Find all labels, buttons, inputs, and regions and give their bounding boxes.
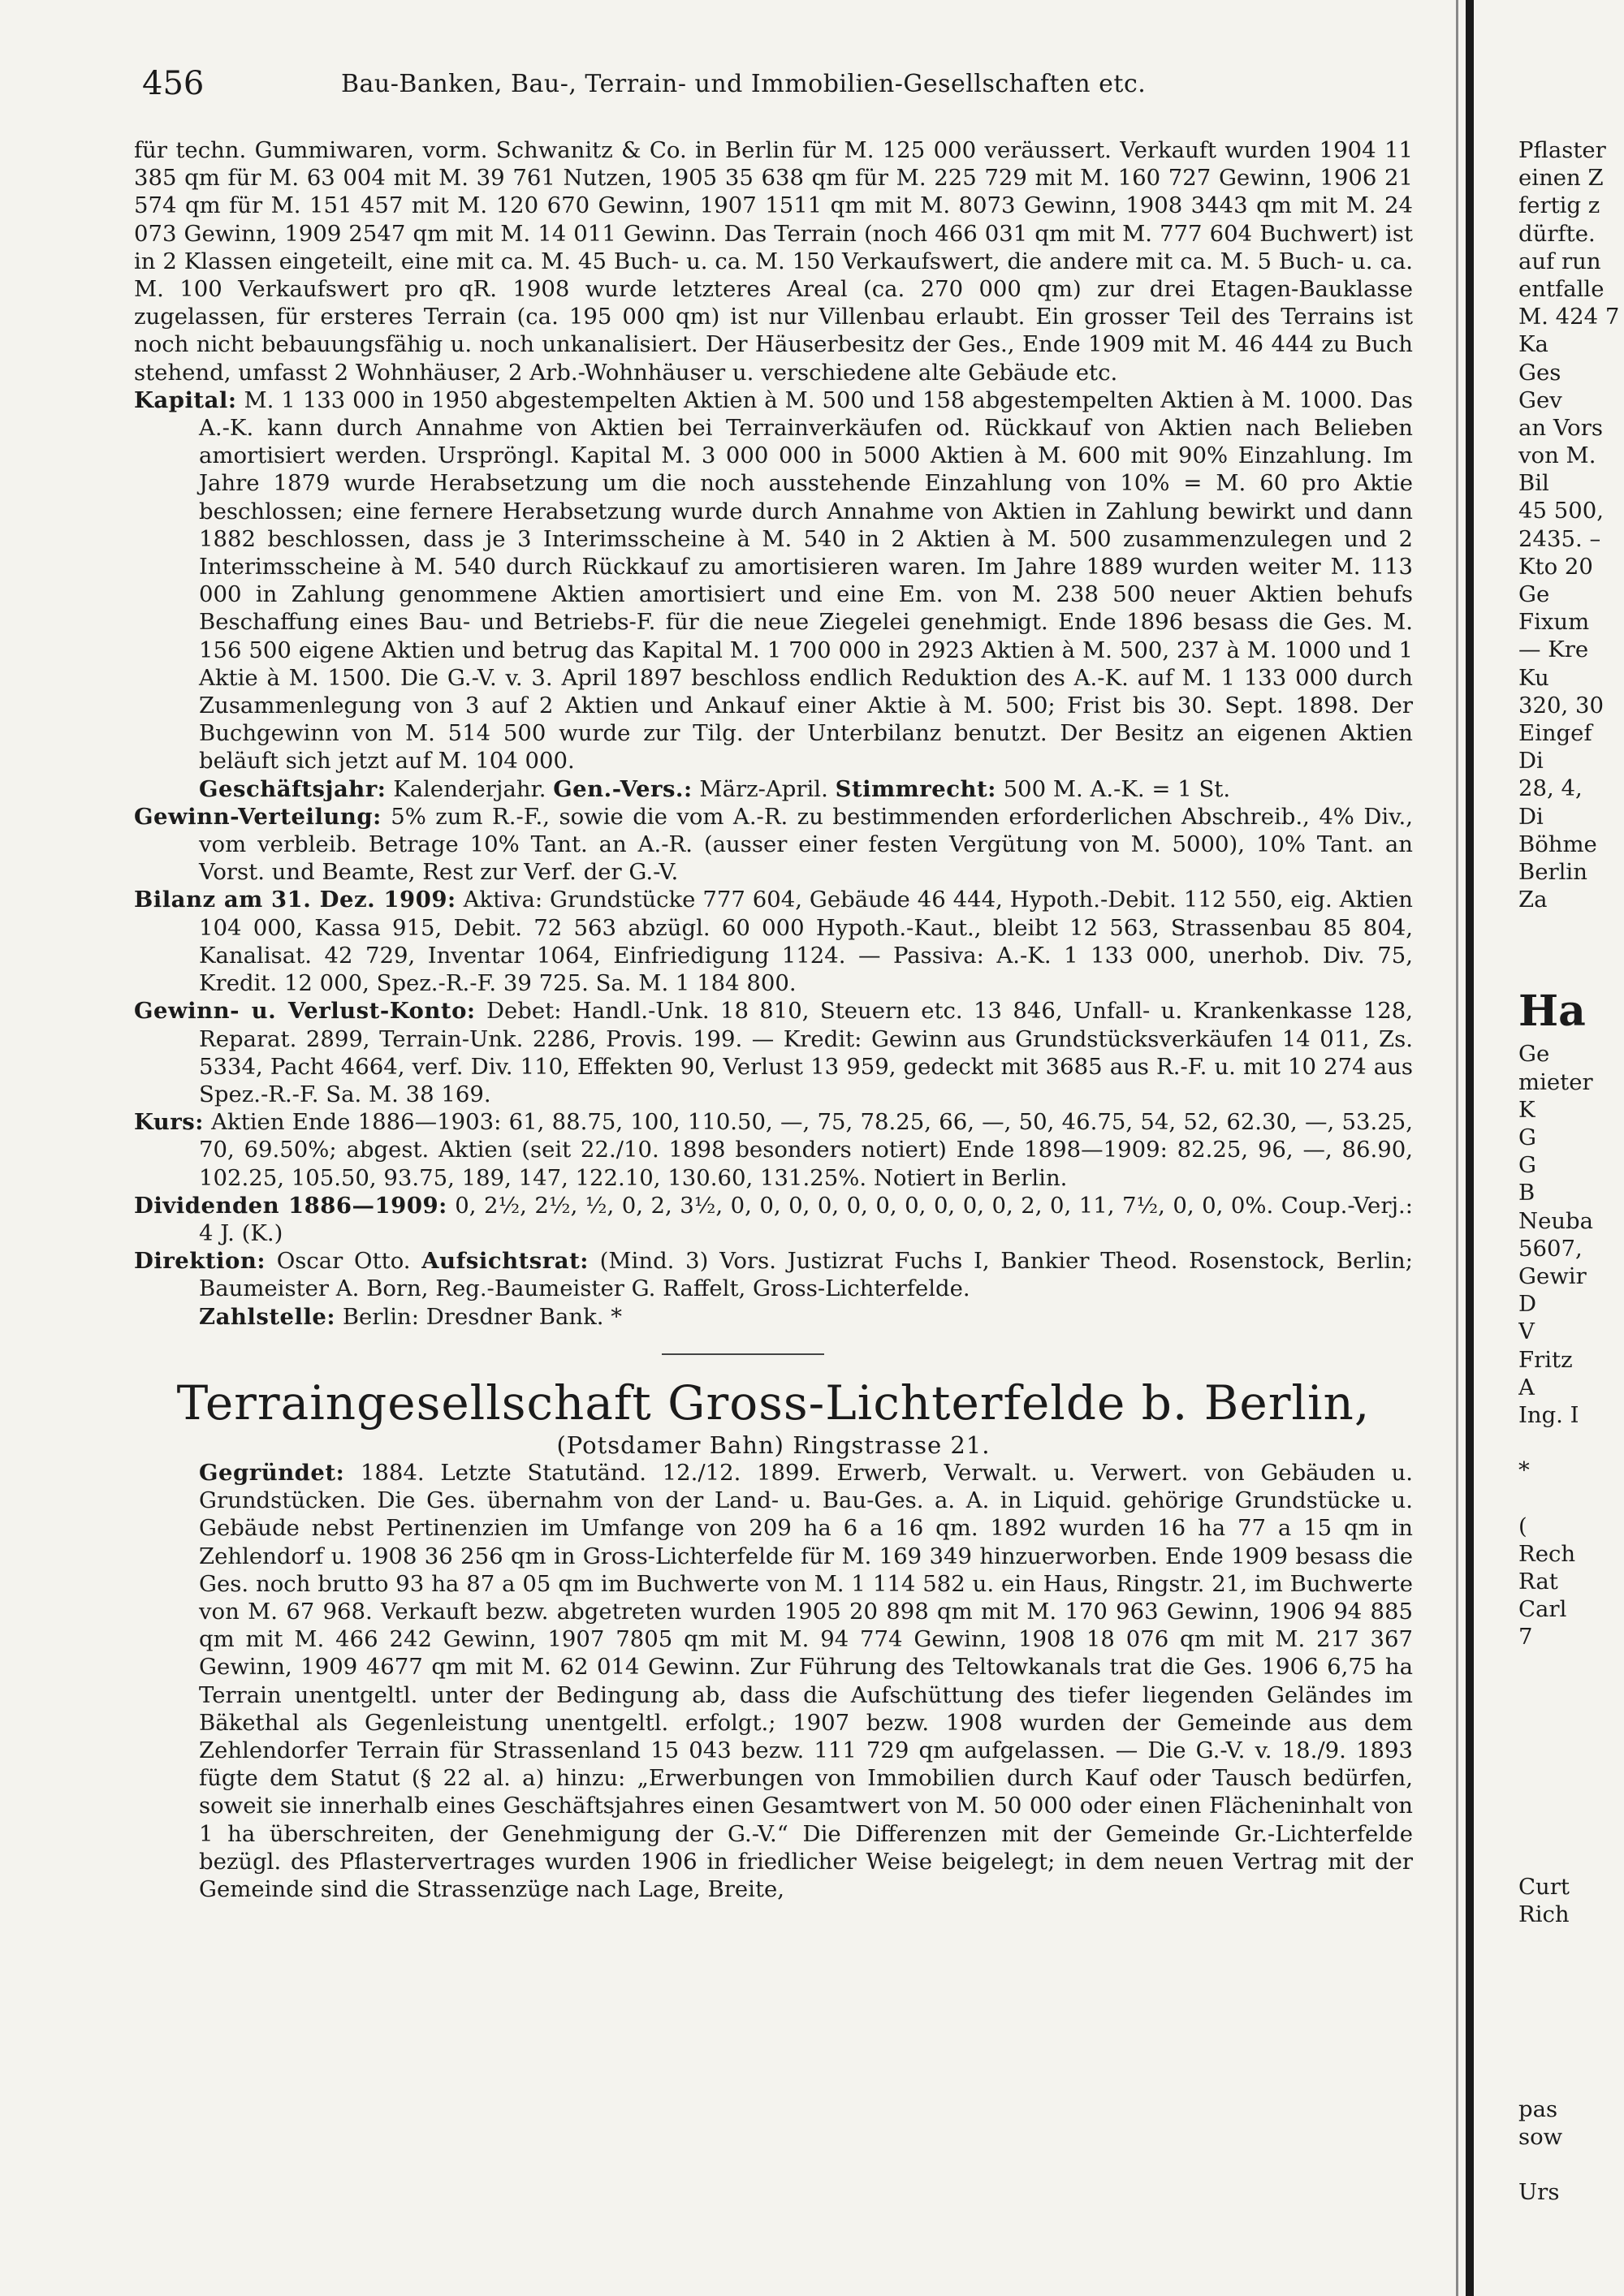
- right-column-line: G: [1518, 1152, 1536, 1179]
- right-column-line: [1518, 1707, 1624, 1734]
- right-column-line: Ha: [1518, 986, 1586, 1037]
- right-column-line: V: [1518, 1318, 1535, 1345]
- label-direktion: Direktion:: [134, 1248, 266, 1275]
- label-dividenden: Dividenden 1886—1909:: [134, 1192, 447, 1219]
- right-column-line: Kto 20: [1518, 553, 1593, 580]
- label-bilanz: Bilanz am 31. Dez. 1909:: [134, 887, 456, 913]
- paragraph-gewinn-verlust: [134, 997, 1413, 1108]
- right-column-line: [1518, 1734, 1624, 1762]
- right-column-line: 2435. –: [1518, 525, 1601, 552]
- right-column-line: K: [1518, 1096, 1535, 1123]
- right-column-line: pas: [1518, 2095, 1558, 2122]
- paragraph-intro: für techn. Gummiwaren, vorm. Schwanitz & Co. in Berlin für M. 125 000 veräussert. Verkauft wurden 1904 11 385 qm für M. 63 004 mit M. 39 761 Nutzen, 1905 35 638 qm für M. 225 729 mit M. 160 727 Gewinn, 1906 21 574 qm für M. 151 457 mit M. 120 670 Gewinn, 1907 1511 qm mit M. 8073 Gewinn, 1908 3443 qm mit M. 24 073 Gewinn, 1909 2547 qm mit M. 14 011 Gewinn. Das Terrain (noch 466 031 qm mit M. 777 604 Buchwert) ist in 2 Klassen eingeteilt, eine mit ca. M. 45 Buch- u. ca. M. 150 Verkaufswert, die andere mit ca. M. 5 Buch- u. ca. M. 100 Verkaufswert pro qR. 1908 wurde letzteres Areal (ca. 270 000 qm) zur drei Etagen-Bauklasse zugelassen, für ersteres Terrain (ca. 195 000 qm) ist nur Villenbau erlaubt. Ein grosser Teil des Terrains ist noch nicht bebauungsfähig u. noch unkanalisiert. Der Häuserbesitz der Ges., Ende 1909 mit M. 46 444 zu Buch stehend, umfasst 2 Wohnhäuser, 2 Arb.-Wohnhäuser u. verschiedene alte Gebäude etc.: [134, 137, 1413, 386]
- right-column-line: mieter: [1518, 1068, 1593, 1095]
- company-subtitle: (Potsdamer Bahn) Ringstrasse 21.: [556, 1431, 991, 1459]
- right-column-line: [1518, 2039, 1624, 2067]
- label-kapital: Kapital:: [134, 386, 237, 413]
- label-zahlstelle: Zahlstelle:: [199, 1303, 336, 1330]
- right-column-line: einen Z: [1518, 165, 1604, 192]
- label-gegruendet: Gegründet:: [199, 1459, 345, 1486]
- right-column-line: [1518, 2067, 1624, 2095]
- right-column-line: auf run: [1518, 248, 1601, 274]
- label-stimmrecht: Stimmrecht:: [835, 775, 996, 802]
- right-column-line: an Vors: [1518, 414, 1603, 441]
- label-gen-vers: Gen.-Vers.:: [553, 775, 693, 802]
- right-column-line: 28, 4,: [1518, 775, 1583, 802]
- right-column-line: Ges: [1518, 359, 1561, 386]
- right-column-line: Curt: [1518, 1874, 1570, 1901]
- right-column-line: Urs: [1518, 2179, 1560, 2206]
- column-rule-thin: [1456, 0, 1458, 2296]
- right-column-line: [1518, 1984, 1624, 2012]
- right-column-line: A: [1518, 1374, 1535, 1400]
- text-bilanz: Aktiva: Grundstücke 777 604, Gebäude 46 444, Hypoth.-Debit. 112 550, eig. Aktien 104 000, Kassa 915, Debit. 72 563 abzügl. 60 000 Hypoth.-Kaut., bleibt 12 563, Strassenbau 85 804, Kanalisat. 42 729, Inventar 1064, Einfriedigung 1124. — Passiva: A.-K. 1 133 000, unerhob. Div. 75, Kredit. 12 000, Spez.-R.-F. 39 725. Sa. M. 1 184 800.: [199, 887, 1413, 997]
- right-column-line: entfalle: [1518, 275, 1605, 302]
- text-kurs: Aktien Ende 1886—1903: 61, 88.75, 100, 110.50, —, 75, 78.25, 66, —, 50, 46.75, 54, 52, 62.30, —, 53.25, 70, 69.50%; abgest. Aktien (seit 22./10. 1898 besonders notiert) Ende 1898—1909: 82.25, 96, —, 86.90, 102.25, 105.50, 93.75, 189, 147, 122.10, 130.60, 131.25%. Notiert in Berlin.: [199, 1109, 1413, 1191]
- paragraph-kapital: [134, 386, 1413, 775]
- right-column-line: [1518, 1845, 1624, 1873]
- right-column-line: Ge: [1518, 581, 1550, 607]
- right-column-line: [1518, 1928, 1624, 1956]
- right-column-line: dürfte.: [1518, 220, 1596, 247]
- right-column-line: Rat: [1518, 1569, 1558, 1595]
- right-column-line: Rech: [1518, 1540, 1576, 1567]
- right-column-line: M. 424 7: [1518, 304, 1620, 330]
- right-column-line: [1518, 913, 1624, 941]
- section-divider: [662, 1353, 824, 1355]
- right-column-line: G: [1518, 1124, 1536, 1150]
- right-column-line: [1518, 1762, 1624, 1789]
- right-column-line: Berlin: [1518, 858, 1587, 885]
- right-column-line: Bil: [1518, 470, 1549, 497]
- label-kurs: Kurs:: [134, 1109, 204, 1136]
- label-aufsichtsrat: Aufsichtsrat:: [421, 1248, 589, 1275]
- text-stimmrecht: 500 M. A.-K. = 1 St.: [1003, 775, 1231, 802]
- right-column-line: Rich: [1518, 1901, 1570, 1928]
- right-column-line: [1518, 1957, 1624, 1984]
- right-column-line: 320, 30: [1518, 692, 1604, 719]
- text-aufsichtsrat: (Mind. 3) Vors. Justizrat Fuchs I, Bankier Theod. Rosenstock, Berlin; Baumeister A. Born, Reg.-Baumeister G. Raffelt, Gross-Lichterfelde.: [199, 1248, 1413, 1302]
- right-column-fragment: [1518, 136, 1624, 2206]
- company-title: Terraingesellschaft Gross-Lichterfelde b. Berlin,: [176, 1375, 1371, 1431]
- right-column-line: D: [1518, 1291, 1537, 1318]
- right-column-line: Di: [1518, 803, 1544, 830]
- right-column-line: Gev: [1518, 386, 1562, 413]
- right-column-line: 7: [1518, 1624, 1533, 1651]
- text-gegruendet: 1884. Letzte Statutänd. 12./12. 1899. Erwerb, Verwalt. u. Verwert. von Gebäuden u. Grundstücken. Die Ges. übernahm von der Land- u. Bau-Ges. a. A. in Liquid. gehörige Grundstücke u. Gebäude nebst Pertinenzien im Umfange von 209 ha 6 a 16 qm. 1892 wurden 16 ha 77 a 15 qm in Zehlendorf u. 1908 36 256 qm in Gross-Lichterfelde für M. 169 349 hinzuerworben. Ende 1909 besass die Ges. noch brutto 93 ha 87 a 05 qm im Buchwerte von M. 1 114 582 u. ein Haus, Ringstr. 21, im Buchwerte von M. 67 968. Verkauft bezw. abgetreten wurden 1905 20 898 qm mit M. 170 963 Gewinn, 1906 94 885 qm mit M. 466 242 Gewinn, 1907 7805 qm mit M. 94 774 Gewinn, 1908 18 076 qm mit M. 217 367 Gewinn, 1909 4677 qm mit M. 62 014 Gewinn. Zur Führung des Teltowkanals trat die Ges. 1906 6,75 ha Terrain unentgeltl. unter der Bedingung ab, dass die Aufschüttung des tiefer liegenden Geländes im Bäkethal als Gegenleistung unentgeltl. erfolgt.; 1907 bezw. 1908 wurden der Gemeinde aus dem Zehlendorfer Terrain für Strassenland 15 043 bezw. 111 729 qm aufgelassen. — Die G.-V. v. 18./9. 1893 fügte dem Statut (§ 22 al. a) hinzu: „Erwerbungen von Immobilien durch Kauf oder Tausch bedürfen, soweit sie innerhalb eines Geschäftsjahres einen Gesamtwert von M. 50 000 oder einen Flächeninhalt von 1 ha überschreiten, der Genehmigung der G.-V.“ Die Differenzen mit der Gemeinde Gr.-Lichterfelde bezügl. des Pflastervertrages wurden 1906 in friedlicher Weise beigelegt; in dem neuen Vertrag mit der Gemeinde sind die Strassenzüge nach Lage, Breite,: [199, 1459, 1413, 1902]
- main-column: [134, 136, 1413, 1903]
- paragraph-direktion: [134, 1247, 1413, 1302]
- column-rule-thick: [1466, 0, 1474, 2296]
- right-column-line: Neuba: [1518, 1207, 1594, 1234]
- right-column-line: Di: [1518, 748, 1544, 775]
- right-column-line: fertig z: [1518, 192, 1600, 219]
- right-column-line: 5607,: [1518, 1235, 1583, 1262]
- label-gewinn-verteilung: Gewinn-Verteilung:: [134, 803, 382, 830]
- right-column-line: Pflaster: [1518, 137, 1606, 163]
- page-number: 456: [142, 65, 205, 102]
- right-column-line: Ing. I: [1518, 1401, 1579, 1428]
- right-column-line: Ku: [1518, 664, 1549, 691]
- right-column-line: [1518, 1818, 1624, 1845]
- right-column-line: B: [1518, 1180, 1535, 1206]
- right-column-line: Za: [1518, 887, 1548, 913]
- paragraph-dividenden: [134, 1192, 1413, 1247]
- right-column-line: Ka: [1518, 331, 1548, 358]
- text-gewinn-verteilung: 5% zum R.-F., sowie die vom A.-R. zu bestimmenden erforderlichen Abschreib., 4% Div., vom verbleib. Betrage 10% Tant. an A.-R. (ausser einer festen Vergütung von M. 5000), 10% Tant. an Vorst. und Beamte, Rest zur Verf. der G.-V.: [199, 803, 1413, 886]
- right-column-line: Carl: [1518, 1596, 1567, 1623]
- paragraph-zahlstelle: [134, 1303, 1413, 1331]
- paragraph-kurs: [134, 1108, 1413, 1192]
- label-gewinn-verlust: Gewinn- u. Verlust-Konto:: [134, 998, 476, 1025]
- text-direktion: Oscar Otto.: [276, 1248, 411, 1275]
- right-column-line: [1518, 1484, 1624, 1512]
- right-column-line: 45 500,: [1518, 498, 1604, 524]
- right-column-line: — Kre: [1518, 637, 1589, 663]
- right-column-line: *: [1518, 1457, 1530, 1484]
- paragraph-bilanz: [134, 886, 1413, 997]
- right-column-line: Böhme: [1518, 831, 1597, 857]
- right-column-line: [1518, 2151, 1624, 2178]
- right-column-line: [1518, 1429, 1624, 1457]
- right-column-line: sow: [1518, 2123, 1563, 2150]
- text-gen-vers: März-April.: [699, 775, 828, 802]
- text-zahlstelle: Berlin: Dresdner Bank. *: [342, 1303, 623, 1330]
- text-dividenden: 0, 2½, 2½, ½, 0, 2, 3½, 0, 0, 0, 0, 0, 0, 0, 0, 0, 0, 2, 0, 11, 7½, 0, 0, 0%. Coup.-Verj.: 4 J. (K.): [199, 1192, 1413, 1246]
- running-title: Bau-Banken, Bau-, Terrain- und Immobilien-Gesellschaften etc.: [341, 70, 1147, 98]
- right-column-line: Ge: [1518, 1041, 1550, 1068]
- right-column-line: von M.: [1518, 442, 1596, 469]
- text-gewinn-verlust: Debet: Handl.-Unk. 18 810, Steuern etc. 13 846, Unfall- u. Krankenkasse 128, Reparat. 2899, Terrain-Unk. 2286, Provis. 199. — Kredit: Gewinn aus Grundstücksverkäufen 14 011, Zs. 5334, Pacht 4664, verf. Div. 110, Effekten 90, Verlust 13 959, gedeckt mit 3685 aus R.-F. u. mit 10 274 aus Spez.-R.-F. Sa. M. 38 169.: [199, 998, 1413, 1107]
- right-column-line: Fritz: [1518, 1346, 1573, 1373]
- right-column-line: [1518, 2012, 1624, 2039]
- paragraph-gegruendet: [134, 1459, 1413, 1903]
- paragraph-gewinn-verteilung: [134, 803, 1413, 887]
- right-column-line: Gewir: [1518, 1262, 1587, 1289]
- paragraph-geschaeftsjahr: [134, 775, 1413, 803]
- text-geschaeftsjahr: Kalenderjahr.: [393, 775, 546, 802]
- right-column-line: Fixum: [1518, 609, 1590, 636]
- right-column-line: Eingef: [1518, 719, 1592, 746]
- right-column-line: [1518, 1790, 1624, 1818]
- right-column-line: [1518, 1679, 1624, 1707]
- label-geschaeftsjahr: Geschäftsjahr:: [199, 775, 387, 802]
- right-column-line: [1518, 1651, 1624, 1679]
- text-kapital: M. 1 133 000 in 1950 abgestempelten Aktien à M. 500 und 158 abgestempelten Aktien à M. 1000. Das A.-K. kann durch Annahme von Aktien bei Terrainverkäufen od. Rückkauf von Aktien nach Belieben amortisiert werden. Urspröngl. Kapital M. 3 000 000 in 5000 Aktien à M. 600 mit 90% Einzahlung. Im Jahre 1879 wurde Herabsetzung um die noch ausstehende Einzahlung von 10% = M. 60 pro Aktie beschlossen; eine fernere Herabsetzung wurde durch Annahme von Aktien in Zahlung bewirkt und dann 1882 beschlossen, dass je 3 Interimsscheine à M. 540 in 2 Aktien à M. 500 zusammenzulegen und 2 Interimsscheine à M. 540 durch Rückkauf zu amortisieren waren. Im Jahre 1889 wurden weiter M. 113 000 in Zahlung genommene Aktien amortisiert und eine Em. von M. 238 500 neuer Aktien behufs Beschaffung eines Bau- und Betriebs-F. für die neue Ziegelei genehmigt. Ende 1896 besass die Ges. M. 156 500 eigene Aktien und betrug das Kapital M. 1 700 000 in 2923 Aktien à M. 500, 237 à M. 1000 und 1 Aktie à M. 1500. Die G.-V. v. 3. April 1897 beschloss endlich Reduktion des A.-K. auf M. 1 133 000 durch Zusammenlegung von 3 auf 2 Aktien und Ankauf einer Aktie à M. 500; Frist bis 30. Sept. 1898. Der Buchgewinn von M. 514 500 wurde zur Tilg. der Unterbilanz benutzt. Der Besitz an eigenen Aktien beläuft sich jetzt auf M. 104 000.: [199, 386, 1413, 775]
- right-column-line: (: [1518, 1513, 1527, 1539]
